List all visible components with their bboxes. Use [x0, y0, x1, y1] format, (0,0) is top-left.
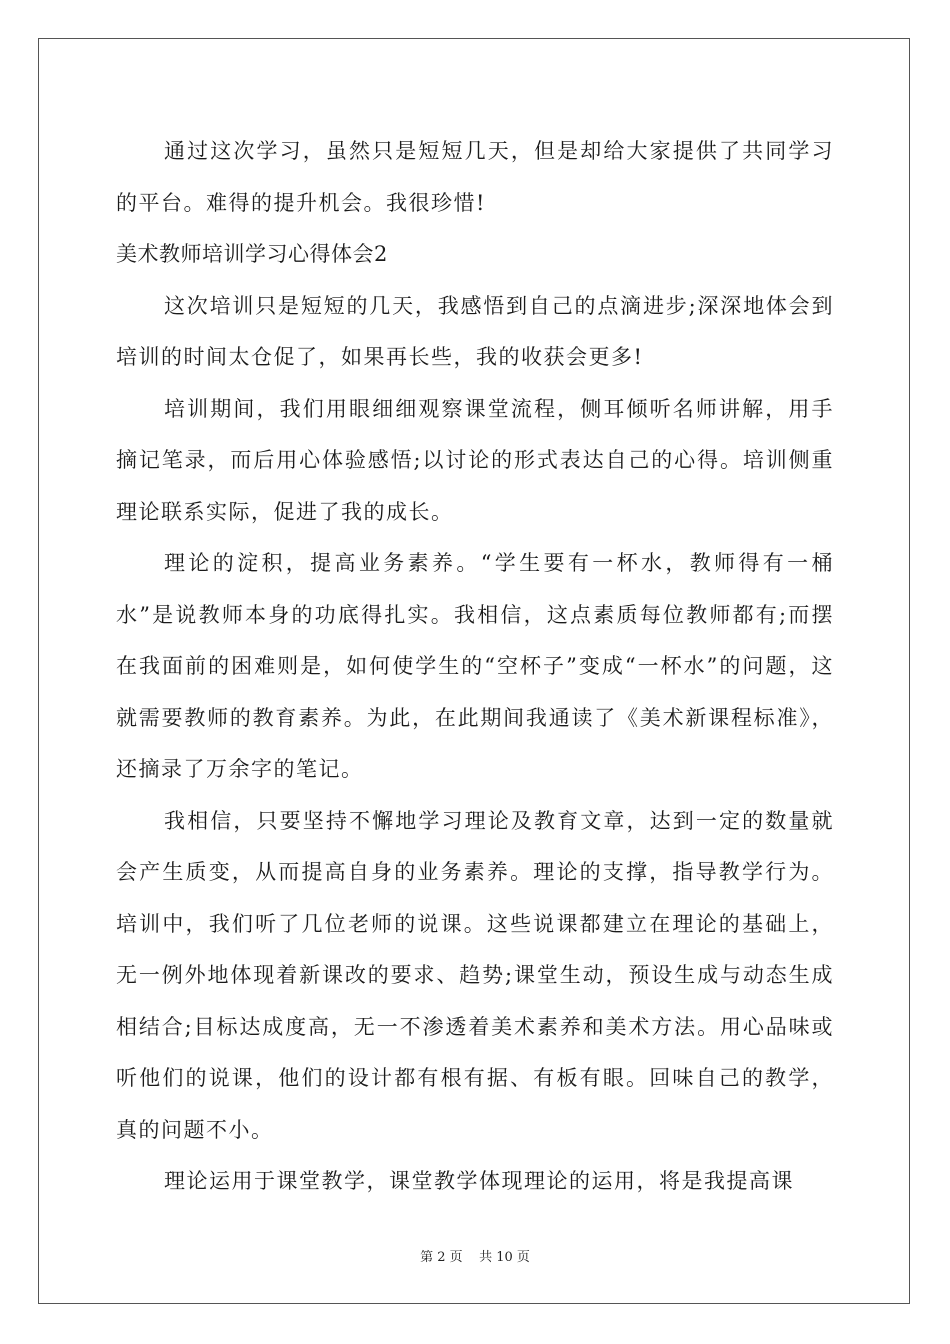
paragraph-3: 培训期间，我们用眼细细观察课堂流程，侧耳倾听名师讲解，用手摘记笔录，而后用心体验感悟;以讨论的形式表达自己的心得。培训侧重理论联系实际，促进了我的成长。 — [116, 396, 834, 524]
paragraph-5: 我相信，只要坚持不懈地学习理论及教育文章，达到一定的数量就会产生质变，从而提高自身的业务素养。理论的支撑，指导教学行为。培训中，我们听了几位老师的说课。这些说课都建立在理论的基础上，无一例外地体现着新课改的要求、趋势;课堂生动，预设生成与动态生成相结合;目标达成度高，无一不渗透着美术素养和美术方法。用心品味或听他们的说课，他们的设计都有根有据、有板有眼。回味自己的教学，真的问题不小。 — [116, 808, 834, 1142]
document-body — [116, 126, 834, 1208]
paragraph-1: 通过这次学习，虽然只是短短几天，但是却给大家提供了共同学习的平台。难得的提升机会。我很珍惜! — [116, 139, 834, 215]
paragraph-4: 理论的淀积，提高业务素养。“学生要有一杯水，教师得有一桶水”是说教师本身的功底得扎实。我相信，这点素质每位教师都有;而摆在我面前的困难则是，如何使学生的“空杯子”变成“一杯水”的问题，这就需要教师的教育素养。为此，在此期间我通读了《美术新课程标准》，还摘录了万余字的笔记。 — [116, 551, 834, 781]
section-heading: 美术教师培训学习心得体会2 — [116, 242, 388, 266]
page-footer: 第 2 页 共 10 页 — [420, 1250, 530, 1265]
paragraph-2: 这次培训只是短短的几天，我感悟到自己的点滴进步;深深地体会到培训的时间太仓促了，如果再长些，我的收获会更多! — [116, 293, 834, 369]
paragraph-6: 理论运用于课堂教学，课堂教学体现理论的运用，将是我提高课 — [164, 1169, 794, 1193]
